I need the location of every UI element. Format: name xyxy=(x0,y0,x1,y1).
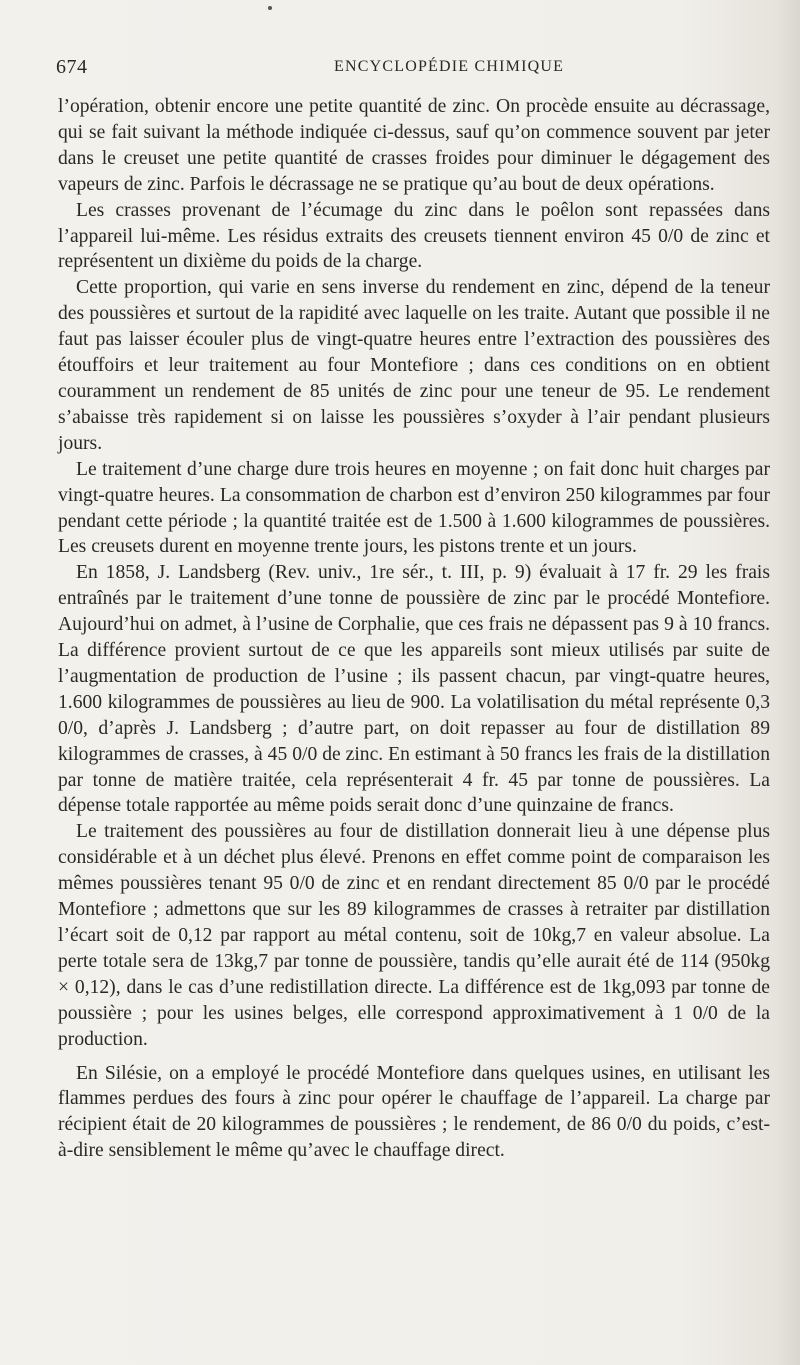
body-text xyxy=(58,94,770,1164)
paragraph-silesie: En Silésie, on a employé le procédé Montefiore dans quelques usines, en utilisant les flammes perdues des fours à zinc pour opérer le chauffage de l’appareil. La charge par récipient était de 20 kilogrammes de poussières ; le rendement, de 86 0/0 du poids, c’est-à-dire sensiblement le même qu’avec le chauffage direct. xyxy=(58,1062,770,1162)
paragraph-crasses: Les crasses provenant de l’écumage du zinc dans le poêlon sont repassées dans l’appareil lui-même. Les résidus extraits des creusets tiennent environ 45 0/0 de zinc et représentent un dixième du poids de la charge. xyxy=(58,199,770,273)
paragraph-charge: Le traitement d’une charge dure trois heures en moyenne ; on fait donc huit charges par vingt-quatre heures. La consommation de charbon est d’environ 250 kilogrammes par four pendant cette période ; la quantité traitée est de 1.500 à 1.600 kilogrammes de poussières. Les creusets durent en moyenne trente jours, les pistons trente et un jours. xyxy=(58,458,770,558)
running-title: ENCYCLOPÉDIE CHIMIQUE xyxy=(334,58,565,75)
page-number: 674 xyxy=(56,56,88,78)
page-header xyxy=(56,56,760,80)
ink-speck xyxy=(268,6,272,10)
paragraph-landsberg: En 1858, J. Landsberg (Rev. univ., 1re sér., t. III, p. 9) évaluait à 17 fr. 29 les frais entraînés par le traitement d’une tonne de poussière de zinc par le procédé Montefiore. Aujourd’hui on admet, à l’usine de Corphalie, que ces frais ne dépassent pas 9 à 10 francs. La différence provient surtout de ce que les appareils sont mieux utilisés par suite de l’augmentation de production de l’usine ; ils passent chacun, par vingt-quatre heures, 1.600 kilogrammes de poussières au lieu de 900. La volatilisation du métal représente 0,3 0/0, d’après J. Landsberg ; d’autre part, on doit repasser au four de distillation 89 kilogrammes de crasses, à 45 0/0 de zinc. En estimant à 50 francs les frais de la distillation par tonne de matière traitée, cela représenterait 4 fr. 45 par tonne de poussières. La dépense totale rapportée au même poids serait donc d’une quinzaine de francs. xyxy=(58,562,770,817)
paragraph-continuation: l’opération, obtenir encore une petite quantité de zinc. On procède ensuite au décrassage, qui se fait suivant la méthode indiquée ci-dessus, sauf qu’on commence souvent par jeter dans le creuset une petite quantité de crasses froides pour diminuer le dégagement des vapeurs de zinc. Parfois le décrassage ne se pratique qu’au bout de deux opérations. xyxy=(58,96,770,195)
paragraph-distillation: Le traitement des poussières au four de distillation donnerait lieu à une dépense plus considérable et à un déchet plus élevé. Prenons en effet comme point de comparaison les mêmes poussières tenant 95 0/0 de zinc et en rendant directement 85 0/0 par le procédé Montefiore ; admettons que sur les 89 kilogrammes de crasses à retraiter par distillation l’écart soit de 0,12 par rapport au métal contenu, soit de 10kg,7 en valeur absolue. La perte totale sera de 13kg,7 par tonne de poussière, tandis qu’elle aurait été de 114 (950kg × 0,12), dans le cas d’une redistillation directe. La différence est de 1kg,093 par tonne de poussière ; pour les usines belges, elle correspond approximativement à 1 0/0 de la production. xyxy=(58,821,770,1050)
paragraph-proportion: Cette proportion, qui varie en sens inverse du rendement en zinc, dépend de la teneur des poussières et surtout de la rapidité avec laquelle on les traite. Autant que possible il ne faut pas laisser écouler plus de vingt-quatre heures entre l’extraction des poussières des étouffoirs et leur traitement au four Montefiore ; dans ces conditions on en obtient couramment un rendement de 85 unités de zinc pour une teneur de 95. Le rendement s’abaisse très rapidement si on laisse les poussières s’oxyder à l’air pendant plusieurs jours. xyxy=(58,277,770,454)
